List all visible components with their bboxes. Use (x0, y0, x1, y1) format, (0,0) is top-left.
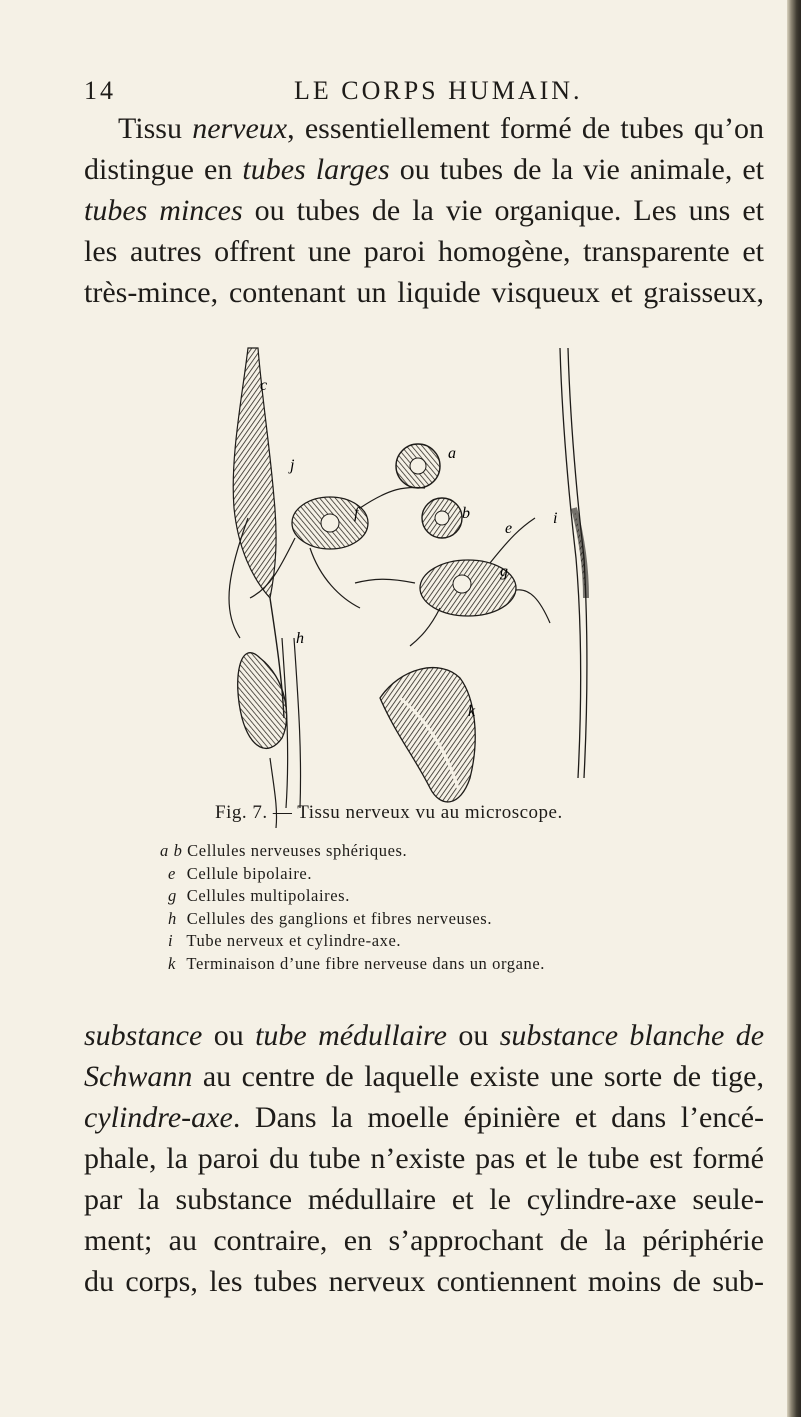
text-line (84, 1261, 764, 1302)
text-run: ou (202, 1019, 256, 1052)
text-line (84, 108, 764, 149)
legend-text: Cellules des ganglions et fibres nerveuses. (182, 908, 493, 928)
figure-nerve-tissue (190, 338, 610, 828)
italic-term: nerveux (192, 112, 288, 145)
label-i: i (553, 510, 558, 527)
text-run: Tissu (118, 112, 193, 145)
text-line (84, 1220, 764, 1261)
text-line (84, 1179, 764, 1220)
page-header (84, 76, 754, 106)
legend-key: i (168, 931, 174, 950)
label-j: j (290, 457, 295, 474)
label-f: f (354, 505, 359, 522)
text-line (84, 149, 764, 190)
text-run: ou tubes de la vie organique. Les uns et (242, 194, 764, 227)
legend-item (160, 953, 680, 976)
nerve-tissue-illustration (190, 338, 610, 828)
fiber-i (560, 348, 587, 778)
label-e: e (505, 520, 513, 537)
legend-item (160, 863, 680, 886)
figure-legend (160, 840, 680, 975)
text-run: phale, la paroi du tube n’existe pas et le tube est formé (84, 1142, 764, 1175)
legend-item (160, 885, 680, 908)
text-run: distingue en (84, 153, 243, 186)
legend-key: h (168, 908, 177, 928)
text-line (84, 231, 764, 272)
text-line (84, 1097, 764, 1138)
legend-text: Cellules nerveuses sphériques. (182, 841, 408, 860)
cell-a-spherical (396, 444, 440, 488)
label-b: b (462, 505, 470, 522)
text-run: . Dans la moelle épinière et dans l’encé- (232, 1101, 764, 1134)
legend-item (160, 840, 680, 863)
text-run: par la substance médullaire et le cylindre-axe seule- (84, 1183, 764, 1216)
legend-text: Tube nerveux et cylindre-axe. (182, 931, 402, 950)
label-k: k (468, 703, 476, 720)
text-run: les autres offrent une paroi homogène, transparente et (84, 235, 764, 268)
text-run: ment; au contraire, en s’approchant de la périphérie (84, 1224, 764, 1257)
text-run: , essentiellement formé de tubes qu’on (287, 112, 764, 145)
cell-h-ganglion (238, 638, 301, 828)
legend-key: g (168, 886, 177, 905)
text-line (84, 272, 764, 313)
label-g: g (500, 563, 508, 580)
legend-text: Cellules multipolaires. (182, 886, 350, 905)
label-a: a (448, 445, 456, 462)
legend-item (160, 908, 680, 931)
italic-term: tubes minces (84, 194, 243, 227)
text-run: ou tubes de la vie animale, et (389, 153, 765, 186)
legend-text: Terminaison d’une fibre nerveuse dans un organe. (182, 953, 546, 973)
label-h: h (296, 630, 304, 647)
text-line (84, 1056, 764, 1097)
cell-g-multipolar (355, 518, 550, 646)
label-c: c (260, 377, 268, 394)
running-title: LE CORPS HUMAIN. (294, 76, 583, 105)
paragraph-top (84, 108, 764, 313)
text-run: ou (446, 1019, 500, 1052)
italic-term: cylindre-axe (84, 1101, 233, 1134)
italic-term: tube médullaire (255, 1019, 447, 1052)
paragraph-bottom (84, 1015, 764, 1302)
legend-key: e (168, 863, 176, 883)
figure-caption: Fig. 7. — Tissu nerveux vu au microscope. (215, 802, 563, 823)
cell-b-spherical (422, 498, 462, 538)
text-run: très-mince, contenant un liquide visqueux et graisseux, (84, 276, 764, 309)
text-line (84, 190, 764, 231)
italic-term: Schwann (84, 1060, 193, 1093)
cell-k-terminal (380, 668, 475, 802)
legend-key: a b (160, 841, 183, 860)
text-run: au centre de laquelle existe une sorte de tige, (192, 1060, 764, 1093)
text-run: du corps, les tubes nerveux contiennent moins de sub- (84, 1265, 764, 1298)
legend-item (160, 930, 680, 953)
text-line (84, 1015, 764, 1056)
italic-term: substance (84, 1019, 203, 1052)
legend-key: k (168, 953, 176, 973)
italic-term: tubes larges (242, 153, 390, 186)
italic-term: substance blanche de (499, 1019, 765, 1052)
page-edge-shadow (787, 0, 801, 1417)
page-number: 14 (84, 76, 116, 105)
legend-text: Cellule bipolaire. (182, 863, 313, 883)
text-line (84, 1138, 764, 1179)
